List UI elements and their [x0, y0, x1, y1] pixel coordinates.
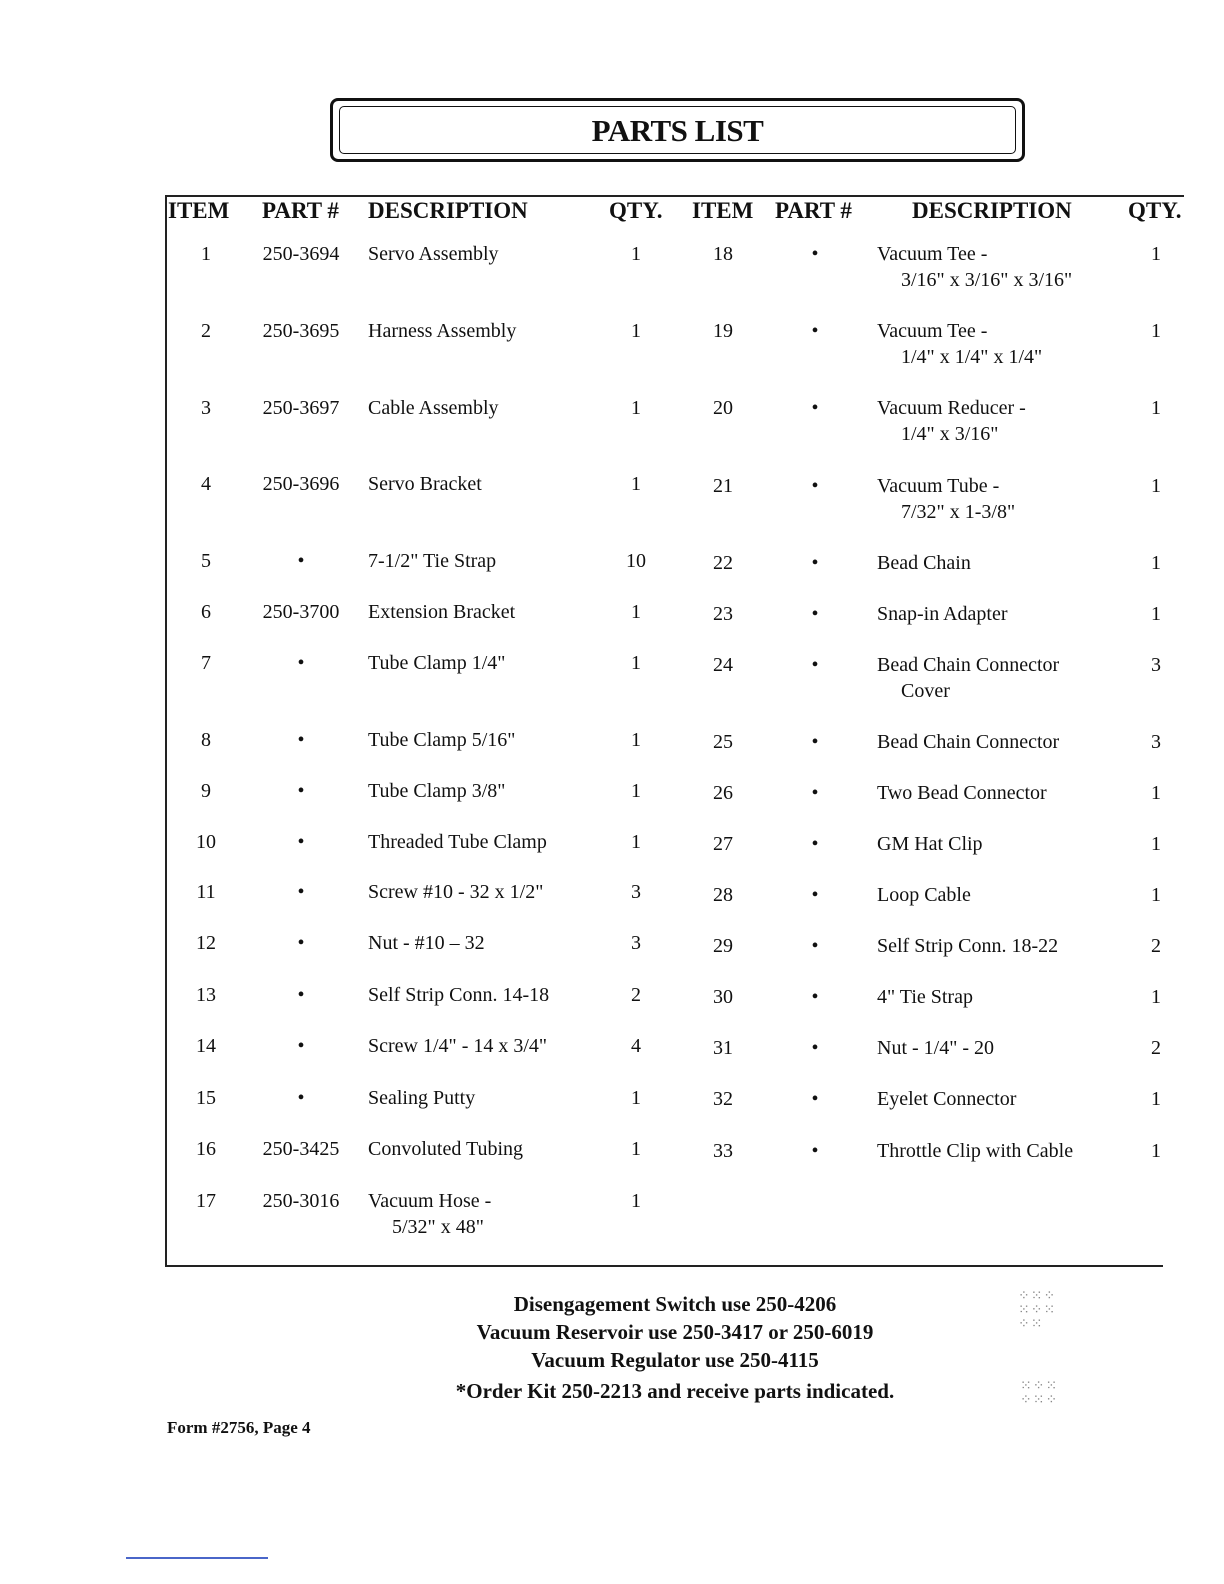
description-line: Self Strip Conn. 14-18 [368, 984, 550, 1006]
cell-qty: 1 [631, 780, 641, 802]
description-line: Loop Cable [877, 884, 971, 906]
cell-part: 250-3695 [262, 320, 340, 342]
description-line: Screw #10 - 32 x 1/2" [368, 881, 544, 903]
cell-qty: 1 [631, 652, 641, 674]
description-line: Vacuum Reducer - [877, 397, 1026, 419]
cell-qty: 1 [631, 473, 641, 495]
cell-item: 6 [201, 601, 211, 623]
cell-description [877, 933, 1058, 959]
cell-qty: 1 [631, 1138, 641, 1160]
cell-description [877, 780, 1047, 806]
cell-description [877, 1138, 1073, 1164]
cell-item: 32 [713, 1088, 733, 1110]
cell-part: • [811, 935, 819, 957]
cell-item: 16 [196, 1138, 216, 1160]
cell-part: • [811, 320, 819, 342]
header-qty-right: QTY. [1128, 198, 1182, 223]
cell-description [877, 601, 1008, 627]
cell-item: 27 [713, 833, 733, 855]
cell-part: • [297, 1087, 305, 1109]
description-line: Servo Assembly [368, 243, 499, 265]
cell-item: 19 [713, 320, 733, 342]
note-order-kit: *Order Kit 250-2213 and receive parts indicated. [455, 1379, 895, 1403]
cell-part: • [811, 884, 819, 906]
title-box [330, 98, 1025, 162]
cell-qty: 10 [626, 550, 646, 572]
cell-part: 250-3696 [262, 473, 340, 495]
cell-part: • [811, 833, 819, 855]
description-line-2: 5/32" x 48" [392, 1216, 484, 1238]
header-description-right: DESCRIPTION [912, 198, 1072, 223]
cell-part: 250-3700 [262, 601, 340, 623]
cell-qty: 1 [1151, 833, 1161, 855]
cell-part: 250-3694 [262, 243, 340, 265]
cell-item: 4 [201, 473, 211, 495]
cell-part: • [811, 782, 819, 804]
cell-description [368, 930, 485, 956]
cell-qty: 1 [631, 1087, 641, 1109]
description-line: Harness Assembly [368, 320, 517, 342]
cell-item: 12 [196, 932, 216, 954]
cell-qty: 3 [631, 932, 641, 954]
cell-qty: 1 [1151, 782, 1161, 804]
cell-description [368, 650, 505, 676]
cell-part: • [811, 1037, 819, 1059]
cell-qty: 1 [1151, 986, 1161, 1008]
cell-qty: 2 [631, 984, 641, 1006]
cell-qty: 1 [1151, 1088, 1161, 1110]
cell-part: • [297, 932, 305, 954]
description-line: Screw 1/4" - 14 x 3/4" [368, 1035, 548, 1057]
description-line: Sealing Putty [368, 1087, 476, 1109]
cell-item: 11 [196, 881, 216, 903]
description-line: 7-1/2" Tie Strap [368, 550, 497, 572]
cell-qty: 1 [1151, 552, 1161, 574]
cell-description [877, 729, 1059, 755]
cell-item: 33 [713, 1140, 733, 1162]
header-description-left: DESCRIPTION [368, 198, 528, 223]
cell-item: 24 [713, 654, 733, 676]
cell-qty: 4 [631, 1035, 641, 1057]
description-line: Snap-in Adapter [877, 603, 1008, 625]
cell-item: 13 [196, 984, 216, 1006]
underline-rule [126, 1557, 268, 1559]
cell-qty: 1 [631, 601, 641, 623]
description-line: Vacuum Tee - [877, 243, 988, 265]
cell-description [877, 473, 1015, 525]
cell-part: • [297, 652, 305, 674]
cell-description [368, 395, 499, 421]
scan-speckle: ⁘⁙⁘ ⁙⁘⁙ ⁘⁙ [1018, 1289, 1057, 1332]
cell-qty: 1 [1151, 1140, 1161, 1162]
note-vacuum-reservoir: Vacuum Reservoir use 250-3417 or 250-6019 [476, 1320, 874, 1344]
cell-part: • [297, 550, 305, 572]
cell-description [368, 548, 496, 574]
cell-qty: 3 [631, 881, 641, 903]
description-line: Vacuum Tube - [877, 475, 1000, 497]
cell-description [877, 318, 1042, 370]
cell-qty: 2 [1151, 935, 1161, 957]
cell-qty: 1 [1151, 243, 1161, 265]
cell-item: 14 [196, 1035, 216, 1057]
cell-qty: 1 [1151, 603, 1161, 625]
header-item-right: ITEM [692, 198, 754, 223]
cell-description [368, 241, 499, 267]
cell-qty: 3 [1151, 654, 1161, 676]
description-line: Tube Clamp 3/8" [368, 780, 506, 802]
cell-description [368, 471, 482, 497]
cell-item: 3 [201, 397, 211, 419]
cell-item: 22 [713, 552, 733, 574]
cell-item: 29 [713, 935, 733, 957]
cell-description [368, 982, 549, 1008]
cell-part: • [811, 397, 819, 419]
note-vacuum-regulator: Vacuum Regulator use 250-4115 [531, 1348, 819, 1372]
cell-item: 1 [201, 243, 211, 265]
description-line-2: 1/4" x 3/16" [901, 423, 999, 445]
description-line: Self Strip Conn. 18-22 [877, 935, 1059, 957]
cell-description [877, 984, 973, 1010]
cell-description [368, 1188, 491, 1240]
cell-description [368, 318, 516, 344]
cell-description [368, 778, 505, 804]
cell-description [368, 599, 515, 625]
scan-speckle: ⁙⁘⁙ ⁘⁙⁘ [1020, 1379, 1059, 1408]
cell-description [368, 1136, 523, 1162]
cell-qty: 2 [1151, 1037, 1161, 1059]
cell-part: • [297, 831, 305, 853]
cell-description [877, 550, 971, 576]
cell-description [368, 727, 515, 753]
cell-description [877, 882, 971, 908]
cell-qty: 1 [1151, 884, 1161, 906]
table-left-rule [165, 195, 167, 1267]
cell-item: 30 [713, 986, 733, 1008]
cell-qty: 1 [631, 397, 641, 419]
cell-part: 250-3016 [262, 1190, 340, 1212]
cell-item: 20 [713, 397, 733, 419]
cell-part: • [811, 552, 819, 574]
cell-part: • [297, 1035, 305, 1057]
description-line: 4" Tie Strap [877, 986, 973, 1008]
cell-description [877, 652, 1059, 704]
cell-part: • [811, 1140, 819, 1162]
table-bottom-rule [165, 1265, 1163, 1267]
description-line: GM Hat Clip [877, 833, 983, 855]
cell-part: • [811, 654, 819, 676]
cell-part: • [297, 881, 305, 903]
description-line: Throttle Clip with Cable [877, 1140, 1074, 1162]
cell-item: 8 [201, 729, 211, 751]
description-line: Nut - #10 – 32 [368, 932, 485, 954]
description-line: Bead Chain Connector [877, 654, 1060, 676]
cell-part: • [811, 1088, 819, 1110]
page-title: PARTS LIST [591, 113, 764, 148]
description-line: Bead Chain [877, 552, 971, 574]
cell-description [368, 829, 547, 855]
description-line-2: Cover [901, 680, 950, 702]
cell-item: 15 [196, 1087, 216, 1109]
cell-qty: 1 [631, 243, 641, 265]
description-line: Eyelet Connector [877, 1088, 1017, 1110]
header-part-right: PART # [775, 198, 852, 223]
cell-part: 250-3425 [262, 1138, 340, 1160]
cell-part: • [811, 603, 819, 625]
description-line: Servo Bracket [368, 473, 482, 495]
cell-qty: 1 [631, 320, 641, 342]
cell-item: 25 [713, 731, 733, 753]
form-footer: Form #2756, Page 4 [167, 1418, 311, 1437]
description-line: Cable Assembly [368, 397, 499, 419]
cell-item: 9 [201, 780, 211, 802]
cell-part: • [297, 780, 305, 802]
cell-description [368, 1033, 547, 1059]
cell-item: 17 [196, 1190, 216, 1212]
cell-description [877, 1035, 994, 1061]
cell-qty: 1 [1151, 320, 1161, 342]
description-line: Tube Clamp 1/4" [368, 652, 506, 674]
description-line-2: 1/4" x 1/4" x 1/4" [901, 346, 1043, 368]
cell-item: 5 [201, 550, 211, 572]
cell-item: 21 [713, 475, 733, 497]
cell-qty: 1 [631, 729, 641, 751]
description-line: Two Bead Connector [877, 782, 1047, 804]
cell-description [877, 395, 1026, 447]
cell-part: • [811, 475, 819, 497]
cell-part: • [297, 729, 305, 751]
description-line: Threaded Tube Clamp [368, 831, 547, 853]
header-item-left: ITEM [168, 198, 230, 223]
description-line: Vacuum Tee - [877, 320, 988, 342]
cell-qty: 1 [631, 831, 641, 853]
table-top-rule [166, 195, 1184, 197]
cell-qty: 1 [1151, 475, 1161, 497]
description-line: Bead Chain Connector [877, 731, 1060, 753]
cell-part: • [811, 731, 819, 753]
description-line: Vacuum Hose - [368, 1190, 492, 1212]
cell-part: • [811, 986, 819, 1008]
cell-item: 23 [713, 603, 733, 625]
description-line: Convoluted Tubing [368, 1138, 524, 1160]
description-line-2: 3/16" x 3/16" x 3/16" [901, 269, 1073, 291]
header-qty-left: QTY. [609, 198, 663, 223]
description-line: Nut - 1/4" - 20 [877, 1037, 995, 1059]
cell-description [877, 241, 1072, 293]
cell-item: 7 [201, 652, 211, 674]
description-line: Extension Bracket [368, 601, 516, 623]
cell-qty: 1 [631, 1190, 641, 1212]
cell-description [368, 1085, 475, 1111]
cell-item: 2 [201, 320, 211, 342]
header-part-left: PART # [262, 198, 339, 223]
cell-part: • [811, 243, 819, 265]
cell-item: 18 [713, 243, 733, 265]
cell-part: • [297, 984, 305, 1006]
cell-item: 31 [713, 1037, 733, 1059]
cell-description [877, 831, 983, 857]
cell-item: 26 [713, 782, 733, 804]
description-line-2: 7/32" x 1-3/8" [901, 501, 1016, 523]
description-line: Tube Clamp 5/16" [368, 729, 516, 751]
cell-item: 10 [196, 831, 216, 853]
cell-item: 28 [713, 884, 733, 906]
cell-qty: 1 [1151, 397, 1161, 419]
cell-description [368, 879, 543, 905]
note-disengagement-switch: Disengagement Switch use 250-4206 [513, 1292, 837, 1316]
cell-part: 250-3697 [262, 397, 340, 419]
cell-qty: 3 [1151, 731, 1161, 753]
cell-description [877, 1086, 1016, 1112]
